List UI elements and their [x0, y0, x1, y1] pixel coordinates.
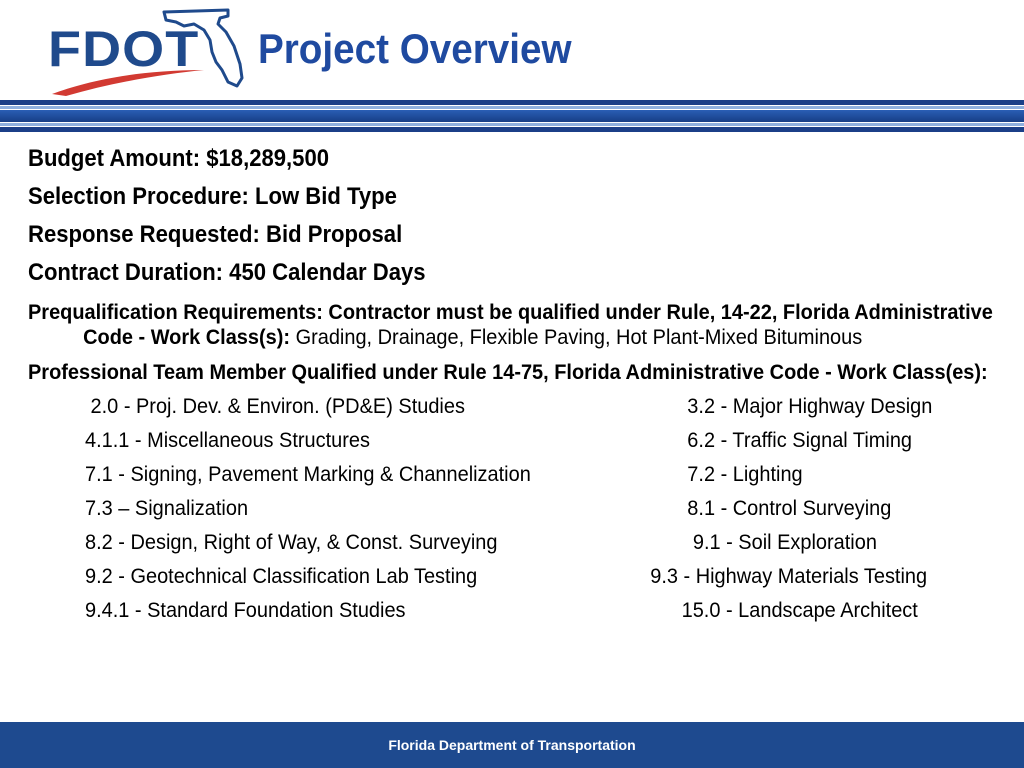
page-title: Project Overview: [258, 25, 572, 72]
header-divider: [0, 127, 1024, 132]
professional-team-heading: Professional Team Member Qualified under Rule 14-75, Florida Administrative Code - Work Class(es):: [28, 361, 988, 384]
fdot-logo: [44, 6, 244, 98]
work-class-item: 3.2 - Major Highway Design: [687, 395, 933, 418]
work-class-row: [28, 390, 1016, 424]
header-divider-light: [0, 106, 1024, 109]
work-class-item: 8.1 - Control Surveying: [687, 497, 892, 520]
header-divider-light: [0, 123, 1024, 126]
work-class-item: 9.1 - Soil Exploration: [687, 531, 877, 554]
work-class-item: 2.0 - Proj. Dev. & Environ. (PD&E) Studies: [85, 395, 465, 418]
logo-text: FDOT: [48, 21, 200, 77]
response-requested: Response Requested: Bid Proposal: [28, 221, 403, 248]
prequalification-heading: Prequalification Requirements: Contractor must be qualified under Rule, 14-22, Florida Administrative Code - Work Class(s):: [28, 301, 993, 349]
work-class-row: [28, 492, 1016, 526]
work-class-item: 7.1 - Signing, Pavement Marking & Channelization: [85, 463, 531, 486]
work-class-row: [28, 458, 1016, 492]
footer-text: Florida Department of Transportation: [388, 737, 636, 753]
work-class-item: 4.1.1 - Miscellaneous Structures: [85, 429, 370, 452]
footer-bar: [0, 722, 1024, 768]
work-class-item: 9.2 - Geotechnical Classification Lab Testing: [85, 565, 478, 588]
work-class-item: 7.2 - Lighting: [687, 463, 803, 486]
work-class-row: [28, 594, 1016, 628]
work-class-row: [28, 424, 1016, 458]
work-class-item: 9.3 - Highway Materials Testing: [650, 565, 928, 588]
selection-procedure: Selection Procedure: Low Bid Type: [28, 183, 397, 210]
work-class-item: 6.2 - Traffic Signal Timing: [687, 429, 913, 452]
prequalification-classes: Grading, Drainage, Flexible Paving, Hot Plant-Mixed Bituminous: [290, 326, 863, 349]
professional-team-requirements: [28, 360, 1016, 385]
work-class-item: 7.3 – Signalization: [85, 497, 249, 520]
slide-content: [28, 140, 1018, 628]
work-class-list: [28, 390, 1016, 628]
work-class-item: 8.2 - Design, Right of Way, & Const. Surveying: [85, 531, 498, 554]
prequalification-requirements: [28, 300, 1016, 350]
work-class-item: 9.4.1 - Standard Foundation Studies: [85, 599, 406, 622]
work-class-item: 15.0 - Landscape Architect: [681, 599, 918, 622]
work-class-row: [28, 526, 1016, 560]
header-divider-main: [0, 110, 1024, 122]
budget-amount: Budget Amount: $18,289,500: [28, 145, 330, 172]
red-swoosh-icon: [44, 6, 244, 98]
header-divider: [0, 100, 1024, 105]
work-class-row: [28, 560, 1016, 594]
contract-duration: Contract Duration: 450 Calendar Days: [28, 259, 426, 286]
